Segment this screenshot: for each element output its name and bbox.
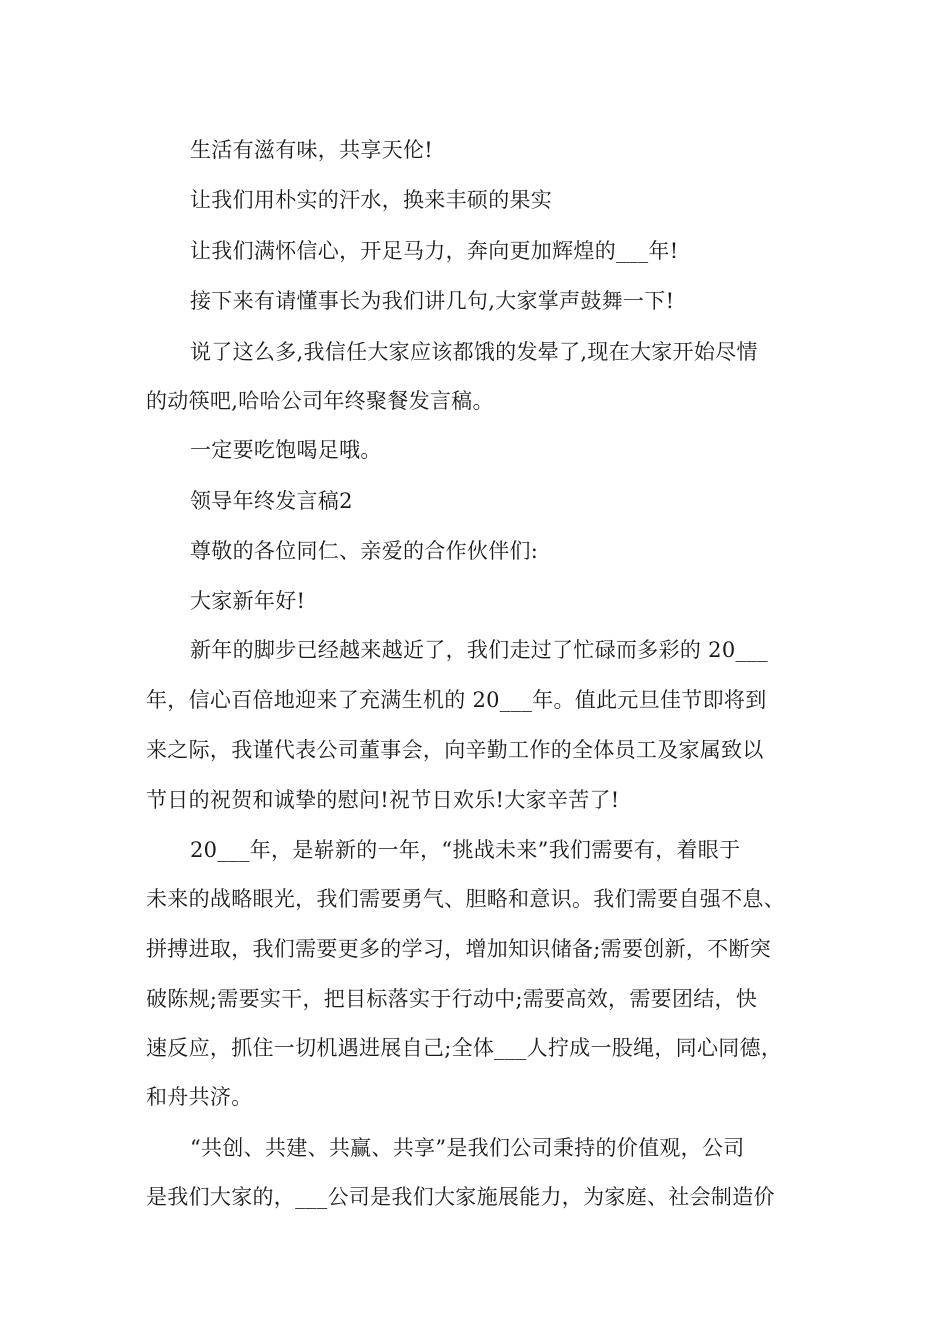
text-line: 尊敬的各位同仁、亲爱的合作伙伴们: — [190, 539, 539, 563]
text-line: 拼搏进取，我们需要更多的学习，增加知识储备;需要创新，不断突 — [146, 937, 772, 961]
text-line: 新年的脚步已经越来越近了，我们走过了忙碌而多彩的 20___ — [190, 638, 768, 662]
text-line: 让我们用朴实的汗水，换来丰硕的果实 — [190, 188, 553, 212]
section-heading: 领导年终发言稿2 — [190, 489, 353, 513]
text-line: “共创、共建、共赢、共享”是我们公司秉持的价值观，公司 — [190, 1136, 745, 1160]
text-line: 来之际，我谨代表公司董事会，向辛勤工作的全体员工及家属致以 — [146, 738, 764, 762]
text-line: 大家新年好! — [190, 589, 306, 613]
text-line: 接下来有请懂事长为我们讲几句,大家掌声鼓舞一下! — [190, 289, 675, 313]
text-line: 生活有滋有味，共享天伦! — [190, 138, 434, 162]
text-line: 是我们大家的，___公司是我们大家施展能力，为家庭、社会制造价 — [146, 1185, 775, 1209]
text-line: 未来的战略眼光，我们需要勇气、胆略和意识。我们需要自强不息、 — [146, 887, 785, 911]
text-line: 的动筷吧,哈哈公司年终聚餐发言稿。 — [146, 389, 494, 413]
text-line: 一定要吃饱喝足哦。 — [190, 438, 382, 462]
text-line: 节日的祝贺和诚挚的慰问!祝节日欢乐!大家辛苦了! — [146, 788, 620, 812]
text-line: 速反应，抓住一切机遇进展自己;全体___人拧成一股绳，同心同德， — [146, 1036, 783, 1060]
text-line: 年，信心百倍地迎来了充满生机的 20___年。值此元旦佳节即将到 — [146, 688, 767, 712]
text-line: 破陈规;需要实干，把目标落实于行动中;需要高效，需要团结，快 — [146, 987, 758, 1011]
text-line: 20___年，是崭新的一年，“挑战未来”我们需要有，着眼于 — [190, 838, 741, 862]
text-line: 和舟共济。 — [146, 1085, 253, 1109]
text-line: 说了这么多,我信任大家应该都饿的发晕了,现在大家开始尽情 — [190, 340, 758, 364]
text-line: 让我们满怀信心，开足马力，奔向更加辉煌的___年! — [190, 239, 679, 263]
